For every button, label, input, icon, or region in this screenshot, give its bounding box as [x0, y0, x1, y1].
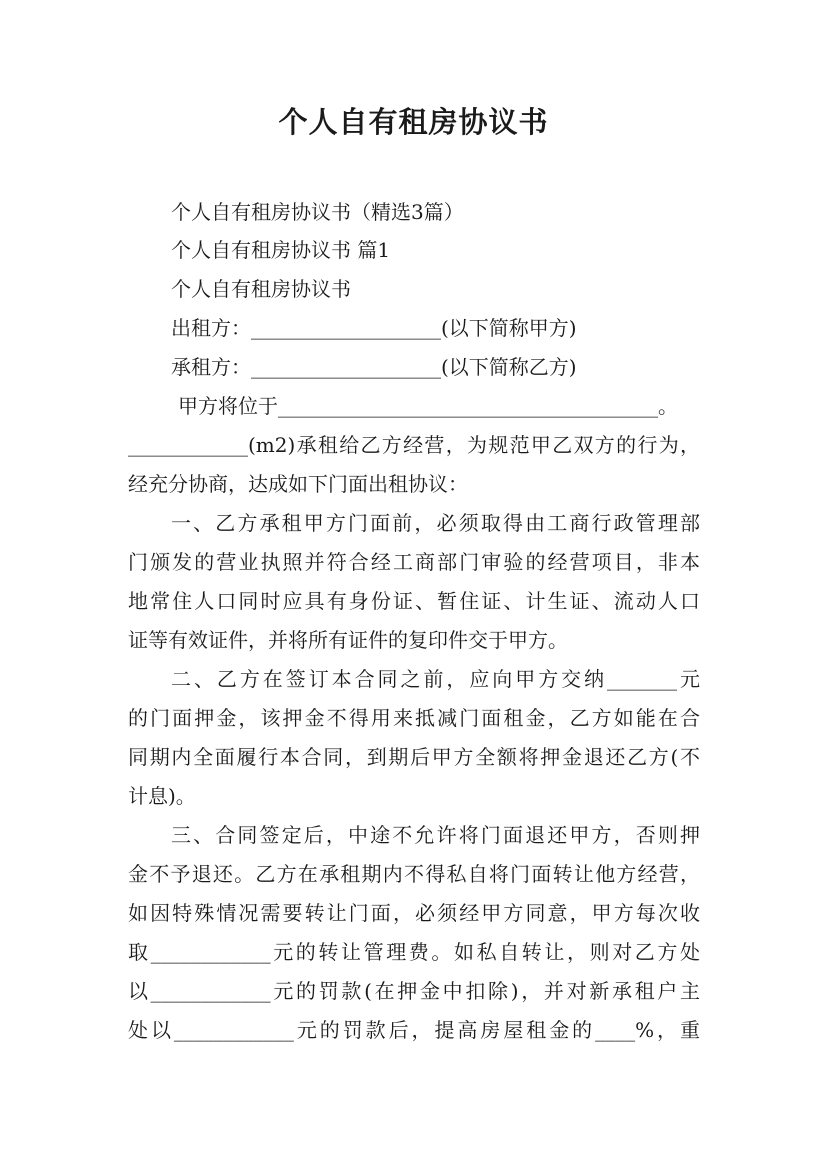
clause-1-line: 证等有效证件，并将所有证件的复印件交于甲方。 — [128, 628, 568, 652]
contract-heading: 个人自有租房协议书 — [171, 277, 351, 301]
clause-3-line: 处以____________元的罚款后，提高房屋租金的____%，重 — [128, 1018, 700, 1042]
paragraph-line: 经充分协商，达成如下门面出租协议： — [128, 472, 468, 496]
clause-3-line: 以____________元的罚款(在押金中扣除)，并对新承租户主 — [128, 979, 700, 1003]
location-line: 甲方将位于______________________________________。 — [178, 394, 678, 418]
subtitle-line: 个人自有租房协议书（精选3篇） — [171, 200, 464, 224]
clause-3-line: 如因特殊情况需要转让门面，必须经甲方同意，甲方每次收 — [128, 901, 700, 925]
clause-3-line: 取____________元的转让管理费。如私自转让，则对乙方处 — [128, 940, 700, 964]
clause-2-line: 同期内全面履行本合同，到期后甲方全额将押金退还乙方(不 — [128, 745, 700, 769]
section-heading: 个人自有租房协议书 篇1 — [171, 238, 391, 262]
clause-3-line: 金不予退还。乙方在承租期内不得私自将门面转让他方经营， — [128, 862, 700, 886]
clause-1-line: 地常住人口同时应具有身份证、暂住证、计生证、流动人口 — [128, 589, 700, 613]
lessee-line: 承租方：___________________(以下简称乙方) — [171, 355, 577, 379]
clause-1-line: 门颁发的营业执照并符合经工商部门审验的经营项目，非本 — [128, 550, 700, 574]
clause-2-line: 二、乙方在签订本合同之前，应向甲方交纳_______元 — [171, 667, 700, 691]
clause-1-line: 一、乙方承租甲方门面前，必须取得由工商行政管理部 — [171, 511, 700, 535]
clause-3-line: 三、合同签定后，中途不允许将门面退还甲方，否则押 — [171, 823, 700, 847]
document-title: 个人自有租房协议书 — [278, 105, 549, 139]
clause-2-line: 的门面押金，该押金不得用来抵减门面租金，乙方如能在合 — [128, 706, 700, 730]
paragraph-line: ____________(m2)承租给乙方经营，为规范甲乙双方的行为， — [128, 433, 700, 457]
clause-2-line: 计息)。 — [128, 784, 196, 808]
lessor-line: 出租方：___________________(以下简称甲方) — [171, 316, 577, 340]
